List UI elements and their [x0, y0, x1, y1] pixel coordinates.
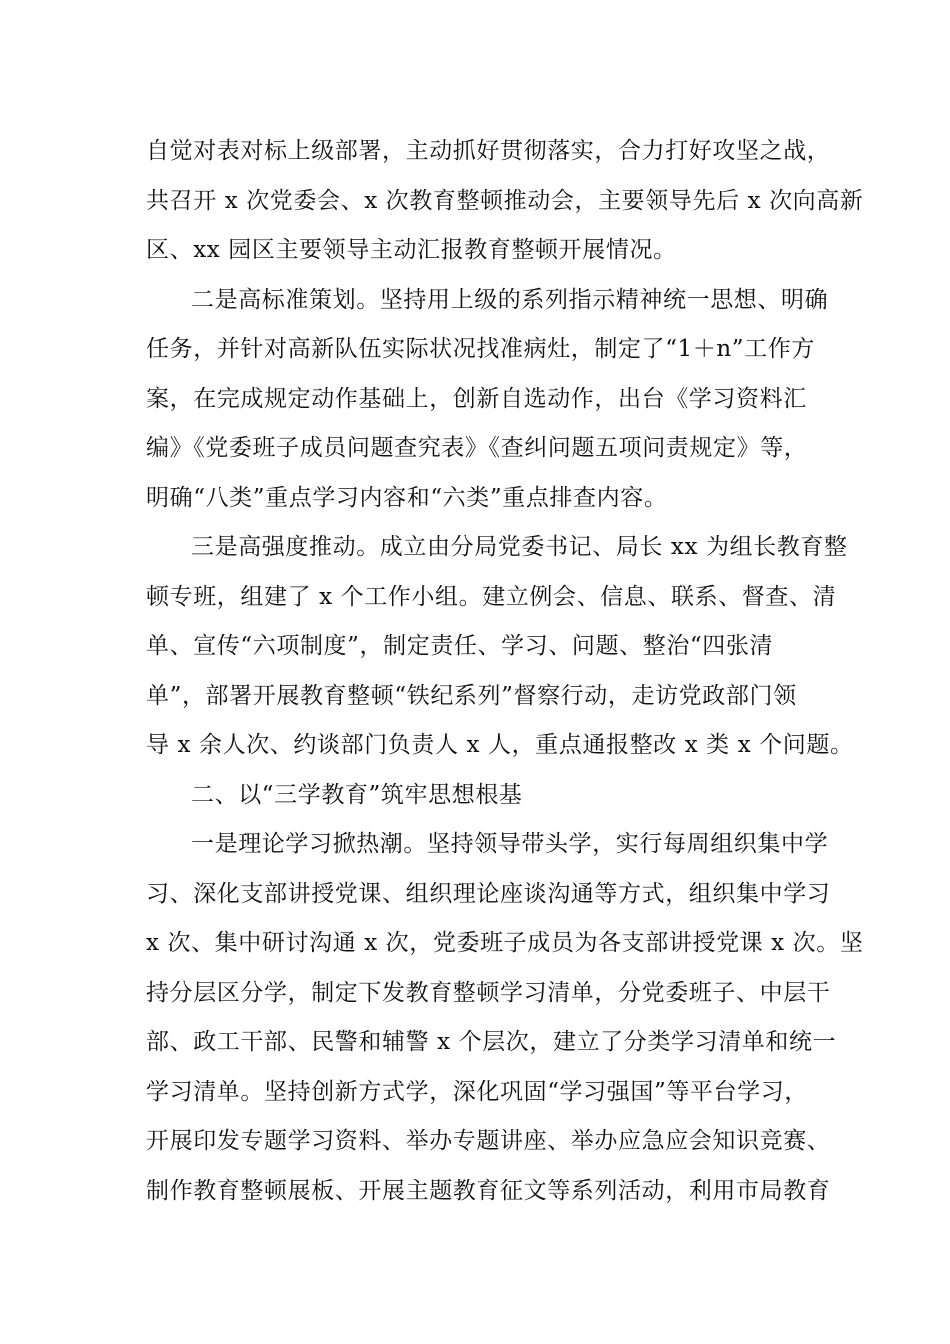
text-line: 案，在完成规定动作基础上，创新自选动作，出台《学习资料汇 — [146, 385, 807, 412]
text-line: 二是高标准策划。坚持用上级的系列指示精神统一思想、明确 — [191, 286, 829, 313]
text-line: 制作教育整顿展板、开展主题教育征文等系列活动，利用市局教育 — [146, 1177, 831, 1204]
text-line: 明确“八类”重点学习内容和“六类”重点排查内容。 — [146, 484, 668, 511]
text-line: 单”，部署开展教育整顿“铁纪系列”督察行动，走访党政部门领 — [146, 682, 797, 709]
text-line: 部、政工干部、民警和辅警 x 个层次，建立了分类学习清单和统一 — [146, 1029, 837, 1055]
text-line: 持分层区分学，制定下发教育整顿学习清单，分党委班子、中层干 — [146, 979, 831, 1006]
text-line: 三是高强度推动。成立由分局党委书记、局长 xx 为组长教育整 — [191, 534, 848, 560]
section-heading — [146, 771, 806, 821]
text-line: 自觉对表对标上级部署，主动抓好贯彻落实，合力打好攻坚之战， — [146, 138, 831, 164]
text-line: 单、宣传“六项制度”，制定责任、学习、问题、整治“四张清 — [146, 633, 774, 659]
text-line: 习、深化支部讲授党课、组织理论座谈沟通等方式，组织集中学习 — [146, 880, 831, 907]
paragraph-high-standard-planning — [146, 276, 829, 524]
text-line: 开展印发专题学习资料、举办专题讲座、举办应急应会知识竞赛、 — [146, 1128, 831, 1154]
heading-line: 二、以“三学教育”筑牢思想根基 — [191, 781, 523, 808]
text-line: x 次、集中研讨沟通 x 次，党委班子成员为各支部讲授党课 x 次。坚 — [146, 930, 864, 956]
text-line: 任务，并针对高新队伍实际状况找准病灶，制定了“1＋n”工作方 — [146, 336, 815, 362]
text-line: 编》《党委班子成员问题查究表》《查纠问题五项问责规定》等， — [146, 435, 808, 461]
text-line: 学习清单。坚持创新方式学，深化巩固“学习强国”等平台学习， — [146, 1078, 808, 1105]
text-line: 顿专班，组建了 x 个工作小组。建立例会、信息、联系、督查、清 — [146, 583, 837, 610]
paragraph-high-intensity-promotion — [146, 523, 854, 771]
paragraph-theory-study — [146, 820, 864, 1216]
text-line: 导 x 余人次、约谈部门负责人 x 人，重点通报整改 x 类 x 个问题。 — [146, 732, 854, 758]
document-body — [146, 127, 864, 1216]
text-line: 一是理论学习掀热潮。坚持领导带头学，实行每周组织集中学 — [191, 831, 829, 857]
paragraph-continuation — [146, 127, 864, 276]
text-line: 共召开 x 次党委会、x 次教育整顿推动会，主要领导先后 x 次向高新 — [146, 187, 864, 214]
text-line: 区、xx 园区主要领导主动汇报教育整顿开展情况。 — [146, 237, 677, 263]
